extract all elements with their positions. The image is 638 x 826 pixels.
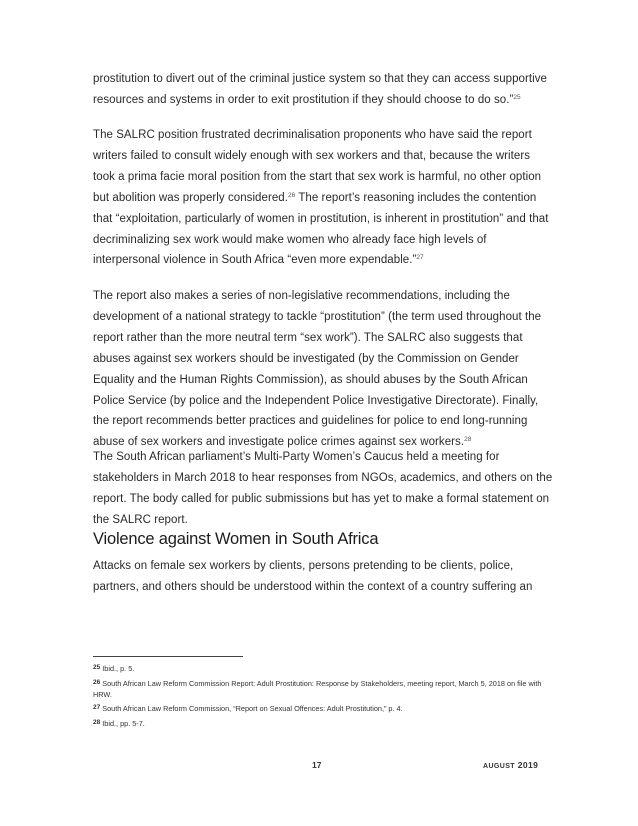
footnote-number: 28 <box>93 719 101 727</box>
paragraph-5-text: Attacks on female sex workers by clients, persons pretending to be clients, police, partners, and others should be understood within the context of a country suffering an <box>93 560 533 593</box>
publication-date <box>483 760 538 770</box>
section-heading: Violence against Women in South Africa <box>93 530 379 548</box>
footnote-number: 27 <box>93 704 101 712</box>
paragraph-3 <box>93 286 555 453</box>
footnote-text: Ibid., pp. 5-7. <box>102 719 145 729</box>
paragraph-1 <box>93 69 555 111</box>
footnote-ref-26[interactable]: 26 <box>287 191 296 199</box>
footnote-number: 25 <box>93 664 101 671</box>
footnote-text: Ibid., p. 5. <box>102 664 135 673</box>
footnote-ref-28[interactable]: 28 <box>464 436 472 444</box>
footnotes <box>93 663 543 733</box>
footnote-text: South African Law Reform Commission, “Report on Sexual Offences: Adult Prostitution,” p. 4. <box>102 704 403 714</box>
paragraph-3-text: The report also makes a series of non-legislative recommendations, including the development of a national strategy to tackle “prostitution” (the term used throughout the report rather than the more neutral term “sex work”). The SALRC also suggests that abuses against sex workers should be investigated (by the Commission on Gender Equality and the Human Rights Commission), as should abuses by the South African Police Service (by police and the Independent Police Investigative Directorate). Finally, the report recommends better practices and guidelines for police to end long-running abuse of sex workers and investigate police crimes against sex workers. <box>93 290 542 449</box>
footnote-ref-25[interactable]: 25 <box>513 93 521 101</box>
paragraph-5 <box>93 556 555 598</box>
footnote <box>93 678 543 701</box>
date-year: 2019 <box>517 760 539 770</box>
page-number: 17 <box>312 760 322 770</box>
paragraph-2-text-b: The report’s reasoning includes the contention that “exploitation, particularly of women in prostitution, is inherent in prostitution” and that decriminalizing sex work would make women who already face high levels of interpersonal violence in South Africa “even more expendable.” <box>93 191 549 267</box>
footnote-ref-27[interactable]: 27 <box>416 254 424 262</box>
paragraph-2-text-a: The SALRC position frustrated decriminalisation proponents who have said the report writers failed to consult widely enough with sex workers and that, because the writers took a prima facie moral position from the start that sex work is harmful, no other option but abolition was properly considered. <box>93 129 542 204</box>
paragraph-4 <box>93 447 555 531</box>
paragraph-2 <box>93 125 555 271</box>
footnote-number: 26 <box>93 678 101 686</box>
paragraph-1-text: prostitution to divert out of the criminal justice system so that they can access supportive resources and systems in order to exit prostitution if they should choose to do so.” <box>93 73 547 106</box>
footnote-divider <box>93 656 243 657</box>
footnote <box>93 718 543 730</box>
paragraph-4-text: The South African parliament’s Multi-Party Women’s Caucus held a meeting for stakeholders in March 2018 to hear responses from NGOs, academics, and others on the report. The body called for public submissions but has yet to make a formal statement on the SALRC report. <box>93 451 553 526</box>
footnote-text: South African Law Reform Commission Report: Adult Prostitution: Response by Stakeholders, meeting report, March 5, 2018 on file with HRW. <box>93 678 542 699</box>
date-month: AUGUST <box>483 763 515 770</box>
footnote <box>93 663 543 675</box>
footnote <box>93 703 543 715</box>
